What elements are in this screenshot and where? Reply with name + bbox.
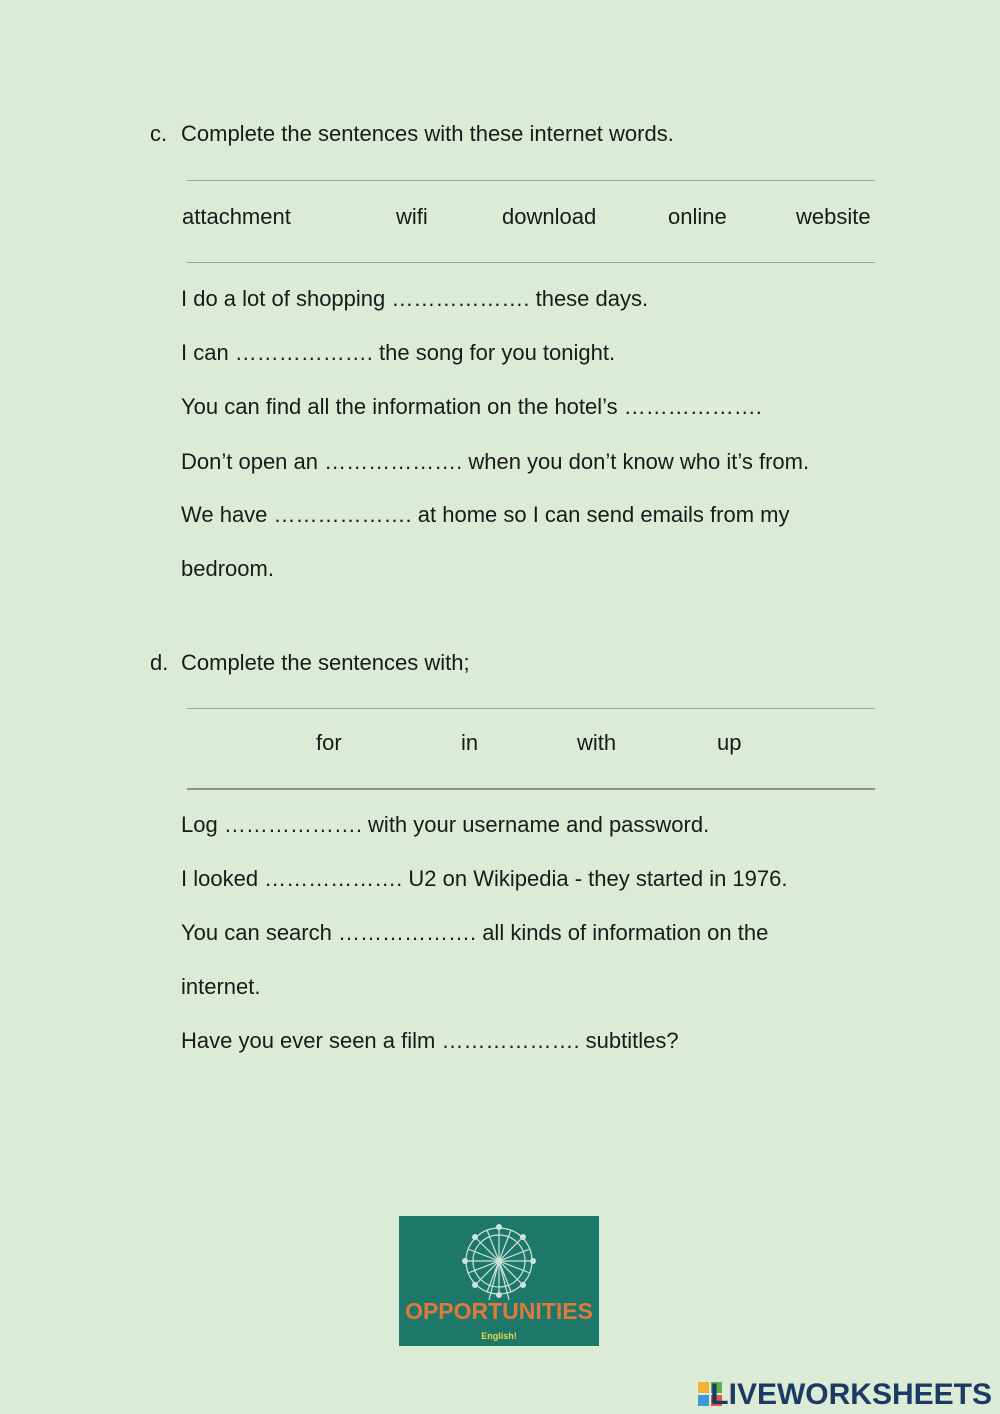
ferris-wheel-icon (399, 1216, 599, 1346)
divider (187, 708, 875, 709)
word-box-item: attachment (182, 204, 291, 229)
word-box-item: website (796, 204, 871, 229)
sentence: You can find all the information on the hotel’s ………………. (181, 394, 762, 419)
divider (187, 788, 875, 790)
section-d-instruction: Complete the sentences with; (181, 650, 470, 675)
sentence: We have ………………. at home so I can send emails from my (181, 502, 790, 527)
sentence: Log ………………. with your username and password. (181, 812, 710, 837)
sentence: bedroom. (181, 556, 274, 581)
sentence: Don’t open an ………………. when you don’t know who it’s from. (181, 449, 810, 474)
divider (187, 262, 875, 263)
word-box-item: for (316, 730, 342, 755)
sentence: I can ………………. the song for you tonight. (181, 340, 616, 365)
divider (187, 180, 875, 181)
word-box-item: online (668, 204, 727, 229)
logo-title: OPPORTUNITIES (405, 1298, 593, 1324)
word-box-item: up (717, 730, 742, 755)
sentence: I looked ………………. U2 on Wikipedia - they started in 1976. (181, 866, 788, 891)
section-c-instruction: Complete the sentences with these internet words. (181, 121, 674, 146)
word-box-item: download (502, 204, 597, 229)
section-d-letter: d. (150, 650, 169, 675)
section-c-letter: c. (150, 121, 168, 146)
word-box-item: in (461, 730, 479, 755)
sentence: You can search ………………. all kinds of information on the (181, 920, 769, 945)
liveworksheets-brand[interactable]: LIVEWORKSHEETS (710, 1378, 992, 1411)
word-box-item: with (577, 730, 617, 755)
opportunities-logo (399, 1216, 599, 1346)
sentence: Have you ever seen a film ………………. subtitles? (181, 1028, 679, 1053)
sentence: I do a lot of shopping ………………. these days. (181, 286, 649, 311)
word-box-item: wifi (396, 204, 428, 229)
logo-subtitle: English! (481, 1331, 517, 1341)
sentence: internet. (181, 974, 261, 999)
